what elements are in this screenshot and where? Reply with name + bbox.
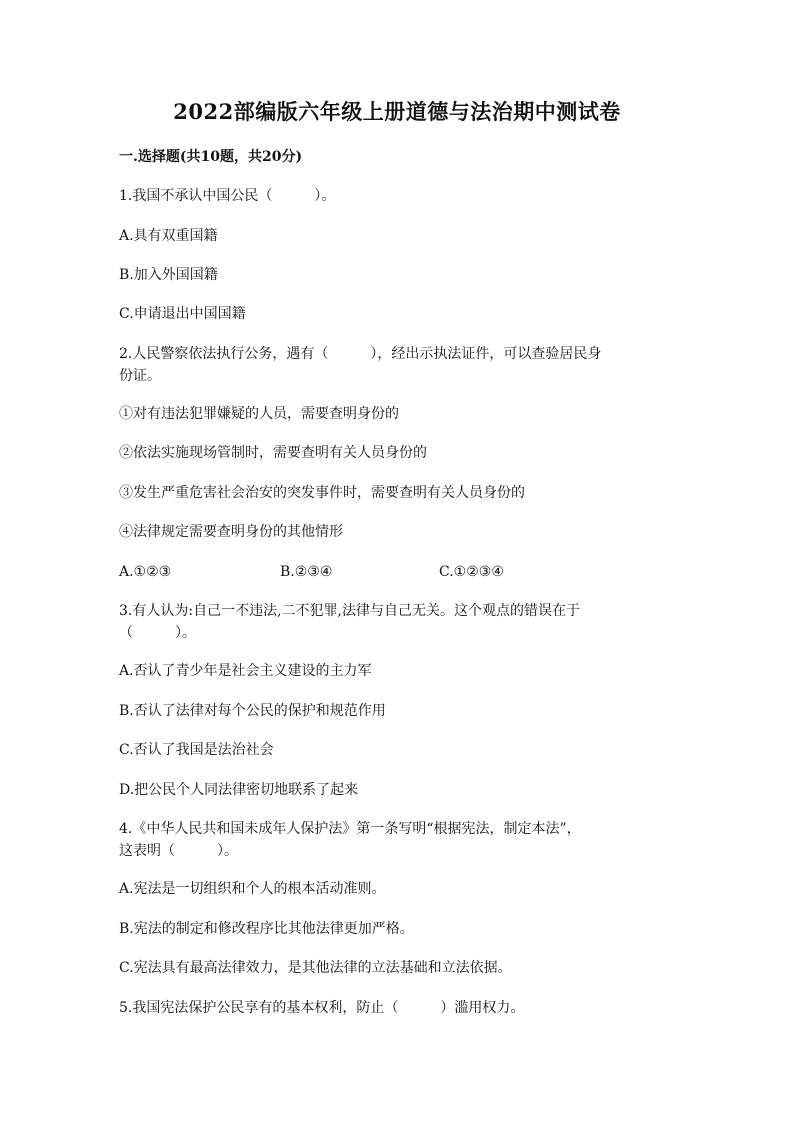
- question-5-stem: 5.我国宪法保护公民享有的基本权利，防止（ ）滥用权力。: [119, 1000, 525, 1016]
- question-3-option-c: C.否认了我国是法治社会: [119, 742, 274, 758]
- question-2-option-c: C.①②③④: [439, 564, 504, 580]
- question-1-stem: 1.我国不承认中国公民（ ）。: [119, 188, 336, 204]
- question-3-option-a: A.否认了青少年是社会主义建设的主力军: [119, 663, 372, 679]
- question-2-statement-2: ②依法实施现场管制时，需要查明有关人员身份的: [119, 445, 427, 461]
- question-2-stem-line-1: 2.人民警察依法执行公务，遇有（ ），经出示执法证件，可以查验居民身: [119, 346, 602, 362]
- question-4-stem-line-1: 4.《中华人民共和国未成年人保护法》第一条写明“根据宪法，制定本法”，: [119, 821, 581, 837]
- question-2-statement-1: ①对有违法犯罪嫌疑的人员，需要查明身份的: [119, 406, 399, 422]
- document-title: 2022部编版六年级上册道德与法治期中测试卷: [173, 99, 621, 124]
- question-4-stem-line-2: 这表明（ ）。: [119, 843, 238, 859]
- question-2-stem-line-2: 份证。: [119, 368, 161, 384]
- question-3-option-d: D.把公民个人同法律密切地联系了起来: [119, 782, 359, 798]
- question-2-statement-4: ④法律规定需要查明身份的其他情形: [119, 524, 343, 540]
- question-3-stem-line-1: 3.有人认为:自己一不违法,二不犯罪,法律与自己无关。这个观点的错误在于: [119, 603, 580, 619]
- question-3-stem-line-2: （ ）。: [119, 625, 196, 641]
- section-heading: 一.选择题(共10题，共20分): [119, 149, 303, 165]
- question-2-option-a: A.①②③: [119, 564, 172, 580]
- question-2-statement-3: ③发生严重危害社会治安的突发事件时，需要查明有关人员身份的: [119, 485, 525, 501]
- question-2-options-row: [119, 562, 679, 582]
- question-2-option-b: B.②③④: [280, 564, 333, 580]
- question-1-option-a: A.具有双重国籍: [119, 228, 218, 244]
- question-1-option-b: B.加入外国国籍: [119, 267, 218, 283]
- question-4-option-b: B.宪法的制定和修改程序比其他法律更加严格。: [119, 921, 414, 937]
- question-4-option-c: C.宪法具有最高法律效力，是其他法律的立法基础和立法依据。: [119, 960, 512, 976]
- question-1-option-c: C.申请退出中国国籍: [119, 306, 246, 322]
- question-4-option-a: A.宪法是一切组织和个人的根本活动准则。: [119, 881, 386, 897]
- question-3-option-b: B.否认了法律对每个公民的保护和规范作用: [119, 703, 386, 719]
